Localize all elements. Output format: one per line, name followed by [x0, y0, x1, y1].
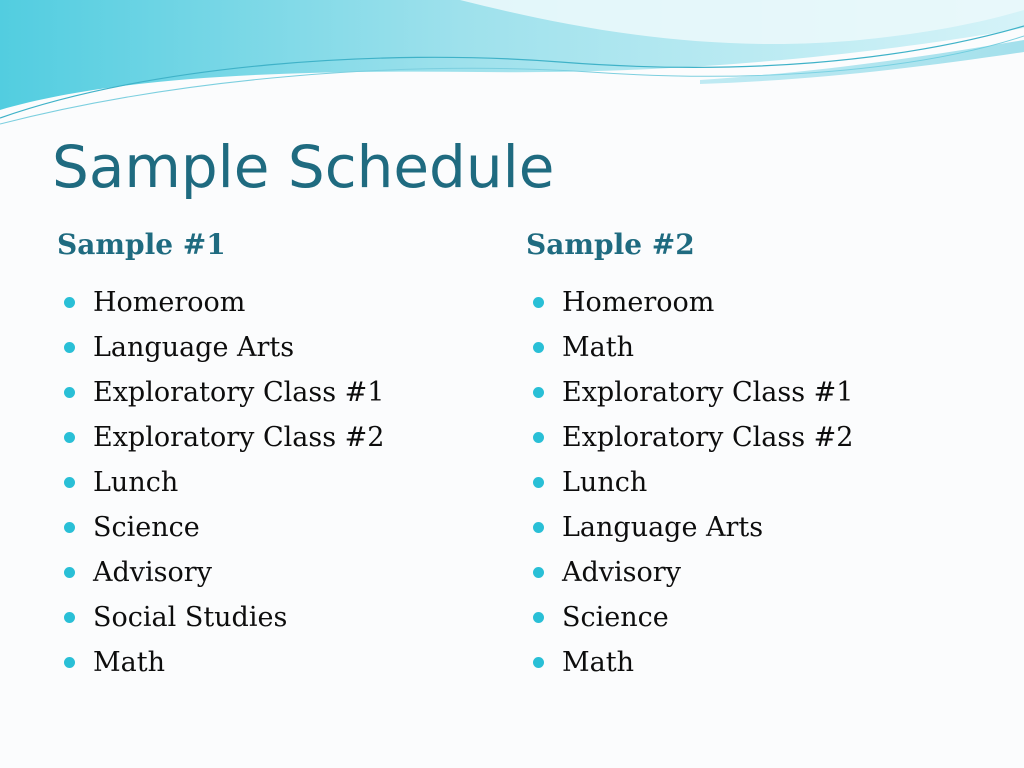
list-item-label: Advisory — [93, 557, 212, 588]
column-heading: Sample #1 — [57, 228, 226, 261]
list-item-label: Science — [562, 602, 669, 633]
list-item-label: Homeroom — [562, 287, 715, 318]
schedule-list — [57, 280, 497, 685]
bullet-icon — [533, 387, 544, 398]
bullet-icon — [64, 342, 75, 353]
bullet-icon — [64, 387, 75, 398]
list-item-label: Math — [562, 647, 634, 678]
list-item-label: Social Studies — [93, 602, 288, 633]
list-item-label: Lunch — [562, 467, 648, 498]
list-item — [57, 550, 497, 595]
list-item-label: Exploratory Class #2 — [562, 422, 854, 453]
list-item-label: Advisory — [562, 557, 681, 588]
bullet-icon — [64, 477, 75, 488]
list-item — [526, 325, 966, 370]
bullet-icon — [533, 297, 544, 308]
list-item — [57, 595, 497, 640]
bullet-icon — [64, 612, 75, 623]
list-item — [57, 280, 497, 325]
bullet-icon — [533, 657, 544, 668]
slide-title: Sample Schedule — [52, 133, 555, 201]
list-item-label: Lunch — [93, 467, 179, 498]
list-item-label: Math — [93, 647, 165, 678]
list-item — [57, 415, 497, 460]
bullet-icon — [533, 522, 544, 533]
list-item-label: Math — [562, 332, 634, 363]
list-item — [526, 280, 966, 325]
list-item — [526, 550, 966, 595]
list-item-label: Science — [93, 512, 200, 543]
list-item — [526, 370, 966, 415]
list-item — [526, 415, 966, 460]
list-item — [57, 325, 497, 370]
bullet-icon — [64, 432, 75, 443]
list-item-label: Exploratory Class #2 — [93, 422, 385, 453]
list-item — [57, 640, 497, 685]
list-item-label: Exploratory Class #1 — [562, 377, 854, 408]
list-item — [57, 370, 497, 415]
bullet-icon — [64, 657, 75, 668]
bullet-icon — [533, 432, 544, 443]
decorative-wave-banner — [0, 0, 1024, 130]
schedule-column-sample-1 — [57, 222, 497, 685]
bullet-icon — [64, 297, 75, 308]
list-item-label: Language Arts — [93, 332, 295, 363]
list-item — [57, 460, 497, 505]
list-item — [57, 505, 497, 550]
list-item-label: Exploratory Class #1 — [93, 377, 385, 408]
bullet-icon — [64, 567, 75, 578]
column-heading: Sample #2 — [526, 228, 695, 261]
list-item-label: Homeroom — [93, 287, 246, 318]
list-item — [526, 595, 966, 640]
schedule-list — [526, 280, 966, 685]
list-item — [526, 460, 966, 505]
bullet-icon — [533, 567, 544, 578]
list-item-label: Language Arts — [562, 512, 764, 543]
bullet-icon — [533, 477, 544, 488]
list-item — [526, 640, 966, 685]
list-item — [526, 505, 966, 550]
bullet-icon — [64, 522, 75, 533]
schedule-column-sample-2 — [526, 222, 966, 685]
bullet-icon — [533, 612, 544, 623]
bullet-icon — [533, 342, 544, 353]
